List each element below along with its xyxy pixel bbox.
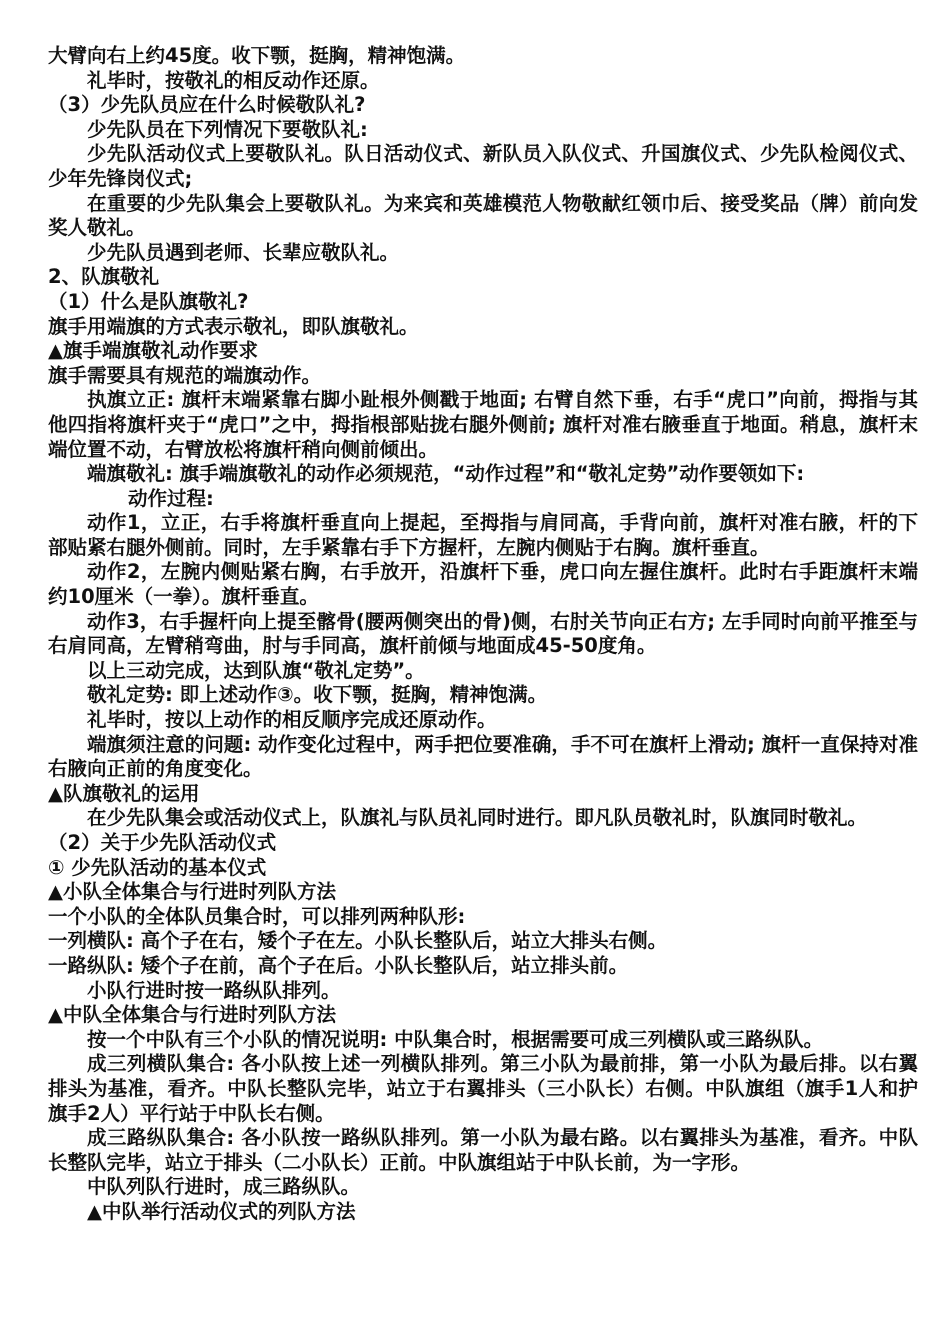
paragraph: 动作1，立正，右手将旗杆垂直向上提起，至拇指与肩同高，手背向前，旗杆对准右腋，杆的下部贴紧右腿外侧前。同时，左手紧靠右手下方握杆，左腕内侧贴于右胸。旗杆垂直。 xyxy=(48,511,918,559)
section-heading: （2）关于少先队活动仪式 xyxy=(48,831,277,854)
text-line: 一列横队: 高个子在右，矮个子在左。小队长整队后，站立大排头右侧。 xyxy=(48,929,668,953)
text-line: 一个小队的全体队员集合时，可以排列两种队形: xyxy=(48,904,466,928)
text-line: 少先队员在下列情况下要敬队礼: xyxy=(87,117,368,141)
section-heading: 2、队旗敬礼 xyxy=(48,265,160,289)
text-line: 中队列队行进时，成三路纵队。 xyxy=(87,1175,361,1199)
paragraph: 少先队活动仪式上要敬队礼。队日活动仪式、新队员入队仪式、升国旗仪式、少先队检阅仪式、少年先锋岗仪式; xyxy=(48,142,918,190)
text-line: 大臂向右上约45度。收下颚，挺胸，精神饱满。 xyxy=(48,44,466,67)
text-line: 敬礼定势: 即上述动作③。收下颚，挺胸，精神饱满。 xyxy=(87,683,548,707)
section-heading: ① 少先队活动的基本仪式 xyxy=(48,855,267,879)
paragraph: 成三路纵队集合: 各小队按一路纵队排列。第一小队为最右路。以右翼排头为基准，看齐。中队长整队完毕，站立于排头（二小队长）正前。中队旗组站于中队长前，为一字形。 xyxy=(48,1126,918,1174)
text-line: 旗手用端旗的方式表示敬礼，即队旗敬礼。 xyxy=(48,314,419,338)
paragraph: 按一个中队有三个小队的情况说明: 中队集合时，根据需要可成三列横队或三路纵队。 xyxy=(87,1027,824,1051)
bullet-heading: ▲队旗敬礼的运用 xyxy=(48,781,200,805)
paragraph: 动作3，右手握杆向上提至髂骨(腰两侧突出的骨)侧，右肘关节向正右方; 左手同时向前平推至与右肩同高，左臂稍弯曲，肘与手同高，旗杆前倾与地面成45-50度角。 xyxy=(48,609,918,658)
text-line: 动作过程: xyxy=(128,486,214,510)
paragraph: 执旗立正: 旗杆末端紧靠右脚小趾根外侧戳于地面; 右臂自然下垂，右手“虎口”向前，拇指与其他四指将旗杆夹于“虎口”之中，拇指根部贴拢右腿外侧前; 旗杆对准右腋垂直于地面。稍息，旗杆末端位置不动，右臂放松将旗杆稍向侧前倾出。 xyxy=(48,388,918,461)
text-line: 少先队员遇到老师、长辈应敬队礼。 xyxy=(87,240,400,264)
text-line: 以上三动完成，达到队旗“敬礼定势”。 xyxy=(87,658,425,682)
paragraph: 端旗须注意的问题: 动作变化过程中，两手把位要准确，手不可在旗杆上滑动; 旗杆一直保持对准右腋向正前的角度变化。 xyxy=(48,732,918,781)
paragraph: 成三列横队集合: 各小队按上述一列横队排列。第三小队为最前排，第一小队为最后排。以右翼排头为基准，看齐。中队长整队完毕，站立于右翼排头（三小队长）右侧。中队旗组（旗手1人和护旗手2人）平行站于中队长右侧。 xyxy=(48,1052,918,1125)
text-line: 旗手需要具有规范的端旗动作。 xyxy=(48,363,322,387)
bullet-heading: ▲小队全体集合与行进时列队方法 xyxy=(48,880,336,904)
paragraph: 端旗敬礼: 旗手端旗敬礼的动作必须规范，“动作过程”和“敬礼定势”动作要领如下: xyxy=(87,462,805,486)
bullet-heading: ▲中队全体集合与行进时列队方法 xyxy=(48,1003,336,1027)
document-page xyxy=(48,44,918,1225)
paragraph: 动作2，左腕内侧贴紧右胸，右手放开，沿旗杆下垂，虎口向左握住旗杆。此时右手距旗杆末端约10厘米（一拳）。旗杆垂直。 xyxy=(48,560,918,609)
paragraph: 在少先队集会或活动仪式上，队旗礼与队员礼同时进行。即凡队员敬礼时，队旗同时敬礼。 xyxy=(87,806,868,830)
text-line: 一路纵队: 矮个子在前，高个子在后。小队长整队后，站立排头前。 xyxy=(48,953,629,977)
text-line: 礼毕时，按以上动作的相反顺序完成还原动作。 xyxy=(87,708,497,732)
text-line: 礼毕时，按敬礼的相反动作还原。 xyxy=(87,68,380,92)
text-line: 小队行进时按一路纵队排列。 xyxy=(87,978,341,1002)
paragraph: 在重要的少先队集会上要敬队礼。为来宾和英雄模范人物敬献红领巾后、接受奖品（牌）前向发奖人敬礼。 xyxy=(48,191,918,240)
section-heading: （3）少先队员应在什么时候敬队礼? xyxy=(48,93,366,117)
section-heading: （1）什么是队旗敬礼? xyxy=(48,289,249,313)
bullet-heading: ▲旗手端旗敬礼动作要求 xyxy=(48,339,258,363)
bullet-heading: ▲中队举行活动仪式的列队方法 xyxy=(87,1199,356,1223)
